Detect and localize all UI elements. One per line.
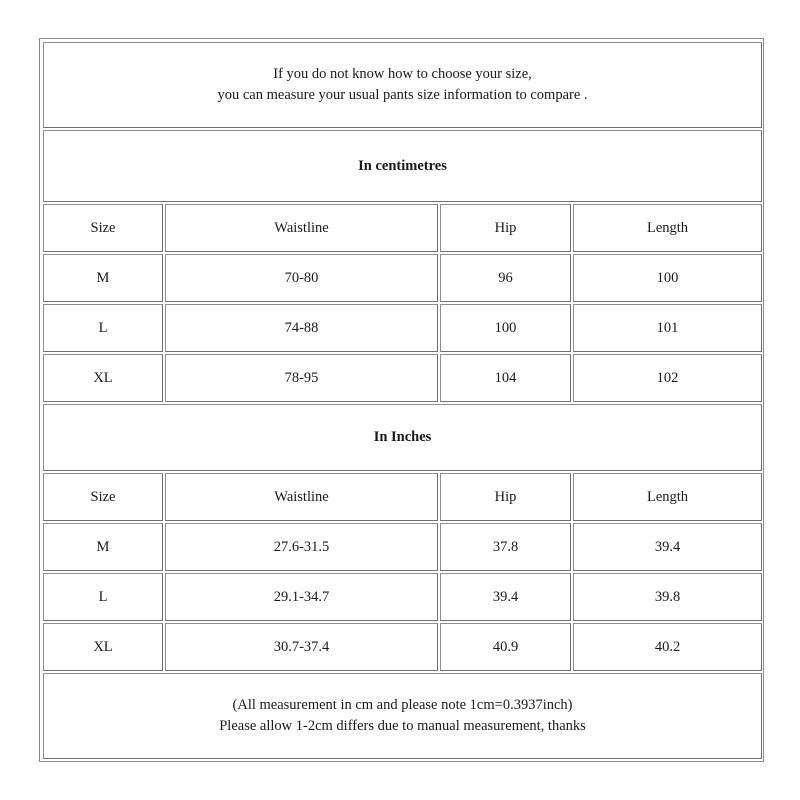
- inch-cell-length: 39.8: [573, 573, 762, 621]
- cm-row-xl: [43, 354, 762, 402]
- intro-line-2: you can measure your usual pants size information to compare .: [217, 87, 588, 103]
- cm-row-m: [43, 254, 762, 302]
- cm-header-size: Size: [43, 204, 163, 252]
- inch-row-m: [43, 523, 762, 571]
- inch-cell-size: L: [43, 573, 163, 621]
- inch-row-xl: [43, 623, 762, 671]
- cm-cell-hip: 96: [440, 254, 571, 302]
- intro-row: [43, 42, 762, 128]
- inch-cell-hip: 37.8: [440, 523, 571, 571]
- inch-cell-size: XL: [43, 623, 163, 671]
- cm-header-waistline: Waistline: [165, 204, 438, 252]
- inch-cell-waistline: 29.1-34.7: [165, 573, 438, 621]
- inch-section-row: [43, 404, 762, 471]
- cm-cell-length: 101: [573, 304, 762, 352]
- cm-cell-waistline: 78-95: [165, 354, 438, 402]
- inch-header-row: [43, 473, 762, 521]
- inch-header-waistline: Waistline: [165, 473, 438, 521]
- cm-header-hip: Hip: [440, 204, 571, 252]
- cm-cell-hip: 100: [440, 304, 571, 352]
- cm-cell-length: 102: [573, 354, 762, 402]
- intro-text: [43, 42, 762, 128]
- cm-cell-hip: 104: [440, 354, 571, 402]
- inch-header-hip: Hip: [440, 473, 571, 521]
- inch-cell-hip: 40.9: [440, 623, 571, 671]
- inch-cell-length: 39.4: [573, 523, 762, 571]
- note-line-2: Please allow 1-2cm differs due to manual measurement, thanks: [219, 718, 586, 734]
- cm-header-length: Length: [573, 204, 762, 252]
- inch-row-l: [43, 573, 762, 621]
- note-row: [43, 673, 762, 759]
- inch-cell-hip: 39.4: [440, 573, 571, 621]
- inch-cell-size: M: [43, 523, 163, 571]
- cm-header-row: [43, 204, 762, 252]
- cm-cell-waistline: 74-88: [165, 304, 438, 352]
- cm-cell-waistline: 70-80: [165, 254, 438, 302]
- size-chart-frame: [39, 38, 764, 762]
- inch-section-heading: In Inches: [43, 404, 762, 471]
- measurement-note: [43, 673, 762, 759]
- cm-cell-size: M: [43, 254, 163, 302]
- cm-cell-length: 100: [573, 254, 762, 302]
- cm-section-heading: In centimetres: [43, 130, 762, 202]
- inch-header-length: Length: [573, 473, 762, 521]
- inch-cell-waistline: 27.6-31.5: [165, 523, 438, 571]
- intro-line-1: If you do not know how to choose your size,: [273, 66, 532, 82]
- cm-section-row: [43, 130, 762, 202]
- size-chart-table: [41, 40, 764, 761]
- cm-cell-size: XL: [43, 354, 163, 402]
- inch-cell-length: 40.2: [573, 623, 762, 671]
- inch-cell-waistline: 30.7-37.4: [165, 623, 438, 671]
- inch-header-size: Size: [43, 473, 163, 521]
- cm-cell-size: L: [43, 304, 163, 352]
- cm-row-l: [43, 304, 762, 352]
- note-line-1: (All measurement in cm and please note 1cm=0.3937inch): [232, 697, 573, 713]
